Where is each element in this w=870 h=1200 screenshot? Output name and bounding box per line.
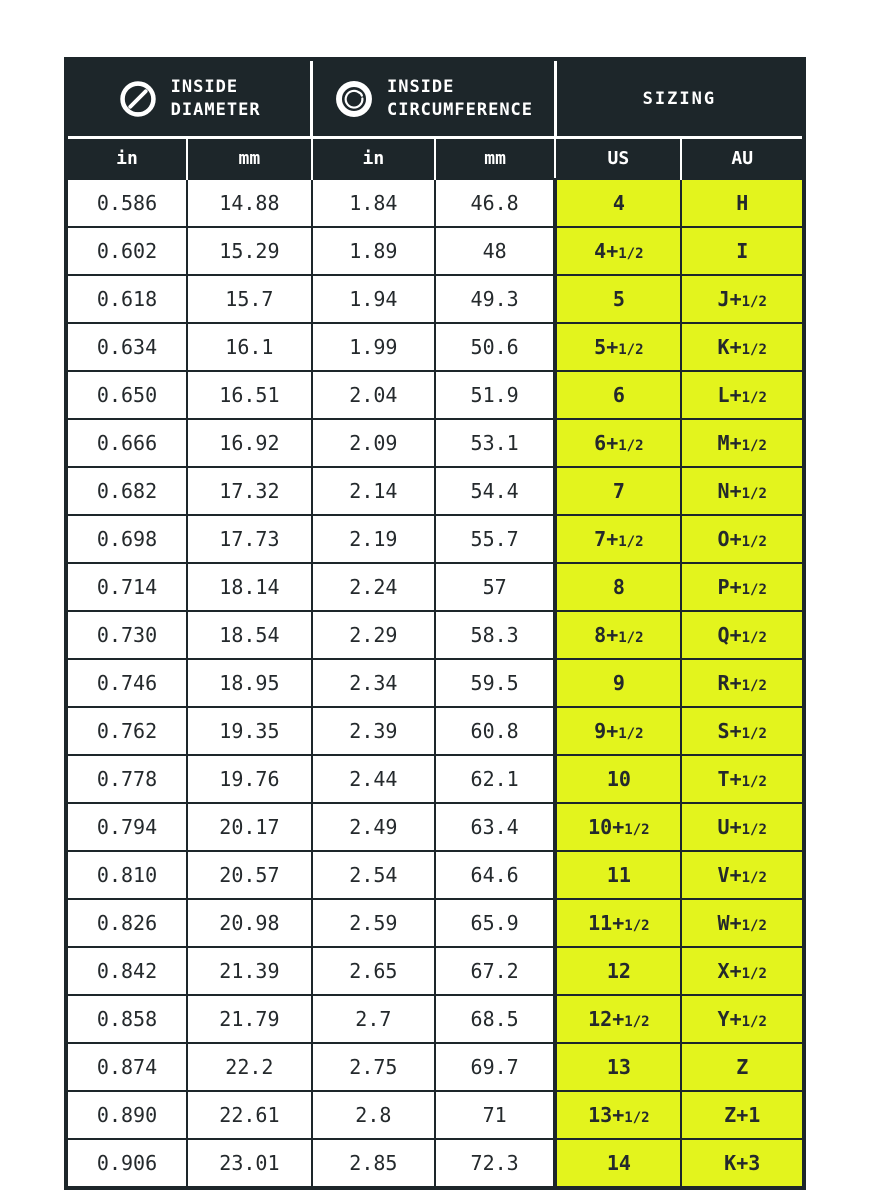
diameter-in-cell: 0.698 [66, 515, 187, 563]
table-row [66, 419, 804, 467]
au-size-cell: H [681, 179, 804, 227]
us-size-cell: 5+1/2 [555, 323, 681, 371]
au-size-cell: V+1/2 [681, 851, 804, 899]
diameter-mm-cell: 22.61 [187, 1091, 312, 1139]
diameter-mm-cell: 18.54 [187, 611, 312, 659]
diameter-in-cell: 0.618 [66, 275, 187, 323]
table-row [66, 1091, 804, 1139]
sizing-label: SIZING [642, 88, 717, 109]
au-size-cell: O+1/2 [681, 515, 804, 563]
circumference-in-cell: 1.94 [312, 275, 435, 323]
au-size-cell: R+1/2 [681, 659, 804, 707]
diameter-in-cell: 0.666 [66, 419, 187, 467]
diameter-mm-cell: 20.17 [187, 803, 312, 851]
diameter-in-cell: 0.858 [66, 995, 187, 1043]
circumference-in-cell: 1.84 [312, 179, 435, 227]
diameter-mm-cell: 23.01 [187, 1139, 312, 1188]
diameter-in-cell: 0.650 [66, 371, 187, 419]
circumference-in-cell: 2.34 [312, 659, 435, 707]
diameter-mm-cell: 21.39 [187, 947, 312, 995]
circumference-in-cell: 2.39 [312, 707, 435, 755]
us-size-cell: 8 [555, 563, 681, 611]
table-row [66, 755, 804, 803]
circumference-in-cell: 2.44 [312, 755, 435, 803]
table-row [66, 851, 804, 899]
inside-diameter-header [66, 59, 312, 138]
diameter-mm-cell: 16.92 [187, 419, 312, 467]
diameter-mm-cell: 15.29 [187, 227, 312, 275]
diameter-mm-cell: 19.76 [187, 755, 312, 803]
table-row [66, 707, 804, 755]
diameter-mm-cell: 22.2 [187, 1043, 312, 1091]
au-size-cell: I [681, 227, 804, 275]
us-size-cell: 6+1/2 [555, 419, 681, 467]
diameter-in-cell: 0.906 [66, 1139, 187, 1188]
diameter-mm-cell: 16.51 [187, 371, 312, 419]
au-size-cell: Z+1 [681, 1091, 804, 1139]
col-header-diameter-mm: mm [187, 138, 312, 180]
diameter-in-cell: 0.826 [66, 899, 187, 947]
diameter-in-cell: 0.682 [66, 467, 187, 515]
circumference-mm-cell: 63.4 [435, 803, 555, 851]
circumference-mm-cell: 55.7 [435, 515, 555, 563]
circumference-in-cell: 2.29 [312, 611, 435, 659]
circumference-mm-cell: 72.3 [435, 1139, 555, 1188]
group-label-line2: CIRCUMFERENCE [386, 99, 534, 120]
au-size-cell: T+1/2 [681, 755, 804, 803]
diameter-in-cell: 0.714 [66, 563, 187, 611]
us-size-cell: 13+1/2 [555, 1091, 681, 1139]
diameter-in-cell: 0.794 [66, 803, 187, 851]
circumference-mm-cell: 49.3 [435, 275, 555, 323]
circumference-mm-cell: 50.6 [435, 323, 555, 371]
circumference-in-cell: 2.75 [312, 1043, 435, 1091]
table-row [66, 515, 804, 563]
diameter-mm-cell: 21.79 [187, 995, 312, 1043]
au-size-cell: N+1/2 [681, 467, 804, 515]
circumference-mm-cell: 58.3 [435, 611, 555, 659]
diameter-mm-cell: 15.7 [187, 275, 312, 323]
diameter-mm-cell: 18.14 [187, 563, 312, 611]
diameter-in-cell: 0.746 [66, 659, 187, 707]
diameter-in-cell: 0.890 [66, 1091, 187, 1139]
diameter-icon [118, 79, 158, 119]
col-header-diameter-in: in [66, 138, 187, 180]
diameter-mm-cell: 14.88 [187, 179, 312, 227]
circumference-icon [334, 79, 374, 119]
us-size-cell: 6 [555, 371, 681, 419]
table-row [66, 659, 804, 707]
circumference-mm-cell: 59.5 [435, 659, 555, 707]
us-size-cell: 9 [555, 659, 681, 707]
table-row [66, 611, 804, 659]
diameter-mm-cell: 19.35 [187, 707, 312, 755]
diameter-in-cell: 0.810 [66, 851, 187, 899]
diameter-mm-cell: 18.95 [187, 659, 312, 707]
circumference-in-cell: 2.65 [312, 947, 435, 995]
group-label-line1: INSIDE [386, 76, 455, 97]
us-size-cell: 14 [555, 1139, 681, 1188]
col-header-circumference-in: in [312, 138, 435, 180]
sub-header-row [66, 138, 804, 180]
diameter-in-cell: 0.634 [66, 323, 187, 371]
col-header-au: AU [681, 138, 804, 180]
circumference-mm-cell: 64.6 [435, 851, 555, 899]
au-size-cell: Y+1/2 [681, 995, 804, 1043]
au-size-cell: U+1/2 [681, 803, 804, 851]
table-row [66, 371, 804, 419]
group-header-row [66, 59, 804, 138]
au-size-cell: K+1/2 [681, 323, 804, 371]
diameter-mm-cell: 20.57 [187, 851, 312, 899]
circumference-in-cell: 2.19 [312, 515, 435, 563]
table-row [66, 947, 804, 995]
table-row [66, 467, 804, 515]
diameter-in-cell: 0.602 [66, 227, 187, 275]
au-size-cell: L+1/2 [681, 371, 804, 419]
circumference-mm-cell: 60.8 [435, 707, 555, 755]
us-size-cell: 7 [555, 467, 681, 515]
circumference-in-cell: 2.24 [312, 563, 435, 611]
circumference-mm-cell: 51.9 [435, 371, 555, 419]
au-size-cell: M+1/2 [681, 419, 804, 467]
circumference-mm-cell: 48 [435, 227, 555, 275]
circumference-in-cell: 2.04 [312, 371, 435, 419]
us-size-cell: 5 [555, 275, 681, 323]
us-size-cell: 8+1/2 [555, 611, 681, 659]
group-label-line1: INSIDE [170, 76, 239, 97]
circumference-in-cell: 2.49 [312, 803, 435, 851]
au-size-cell: Q+1/2 [681, 611, 804, 659]
circumference-in-cell: 1.89 [312, 227, 435, 275]
au-size-cell: X+1/2 [681, 947, 804, 995]
us-size-cell: 12+1/2 [555, 995, 681, 1043]
us-size-cell: 10 [555, 755, 681, 803]
us-size-cell: 12 [555, 947, 681, 995]
circumference-in-cell: 2.7 [312, 995, 435, 1043]
diameter-in-cell: 0.730 [66, 611, 187, 659]
circumference-mm-cell: 71 [435, 1091, 555, 1139]
au-size-cell: P+1/2 [681, 563, 804, 611]
circumference-mm-cell: 53.1 [435, 419, 555, 467]
sizing-header [555, 59, 804, 138]
us-size-cell: 11 [555, 851, 681, 899]
circumference-in-cell: 2.09 [312, 419, 435, 467]
circumference-in-cell: 2.8 [312, 1091, 435, 1139]
inside-circumference-header [312, 59, 556, 138]
diameter-in-cell: 0.874 [66, 1043, 187, 1091]
inside-diameter-label [171, 76, 261, 122]
diameter-mm-cell: 16.1 [187, 323, 312, 371]
table-row [66, 899, 804, 947]
au-size-cell: S+1/2 [681, 707, 804, 755]
us-size-cell: 10+1/2 [555, 803, 681, 851]
diameter-mm-cell: 17.73 [187, 515, 312, 563]
size-table-body [66, 179, 804, 1188]
us-size-cell: 4+1/2 [555, 227, 681, 275]
circumference-in-cell: 2.54 [312, 851, 435, 899]
table-row [66, 1043, 804, 1091]
diameter-in-cell: 0.778 [66, 755, 187, 803]
table-header [66, 59, 804, 179]
circumference-mm-cell: 67.2 [435, 947, 555, 995]
circumference-mm-cell: 62.1 [435, 755, 555, 803]
au-size-cell: Z [681, 1043, 804, 1091]
us-size-cell: 9+1/2 [555, 707, 681, 755]
table-row [66, 995, 804, 1043]
group-label-line2: DIAMETER [170, 99, 261, 120]
col-header-us: US [555, 138, 681, 180]
circumference-in-cell: 2.85 [312, 1139, 435, 1188]
diameter-in-cell: 0.842 [66, 947, 187, 995]
circumference-in-cell: 1.99 [312, 323, 435, 371]
circumference-mm-cell: 54.4 [435, 467, 555, 515]
au-size-cell: W+1/2 [681, 899, 804, 947]
col-header-circumference-mm: mm [435, 138, 555, 180]
us-size-cell: 4 [555, 179, 681, 227]
circumference-mm-cell: 68.5 [435, 995, 555, 1043]
table-row [66, 323, 804, 371]
circumference-in-cell: 2.14 [312, 467, 435, 515]
circumference-mm-cell: 65.9 [435, 899, 555, 947]
table-row [66, 227, 804, 275]
us-size-cell: 11+1/2 [555, 899, 681, 947]
circumference-in-cell: 2.59 [312, 899, 435, 947]
au-size-cell: K+3 [681, 1139, 804, 1188]
diameter-in-cell: 0.762 [66, 707, 187, 755]
inside-circumference-label [387, 76, 533, 122]
diameter-in-cell: 0.586 [66, 179, 187, 227]
table-row [66, 275, 804, 323]
table-row [66, 179, 804, 227]
diameter-mm-cell: 20.98 [187, 899, 312, 947]
us-size-cell: 13 [555, 1043, 681, 1091]
table-row [66, 803, 804, 851]
circumference-mm-cell: 69.7 [435, 1043, 555, 1091]
circumference-mm-cell: 57 [435, 563, 555, 611]
diameter-mm-cell: 17.32 [187, 467, 312, 515]
ring-size-table [64, 57, 806, 1190]
table-row [66, 1139, 804, 1188]
table-row [66, 563, 804, 611]
circumference-mm-cell: 46.8 [435, 179, 555, 227]
us-size-cell: 7+1/2 [555, 515, 681, 563]
au-size-cell: J+1/2 [681, 275, 804, 323]
